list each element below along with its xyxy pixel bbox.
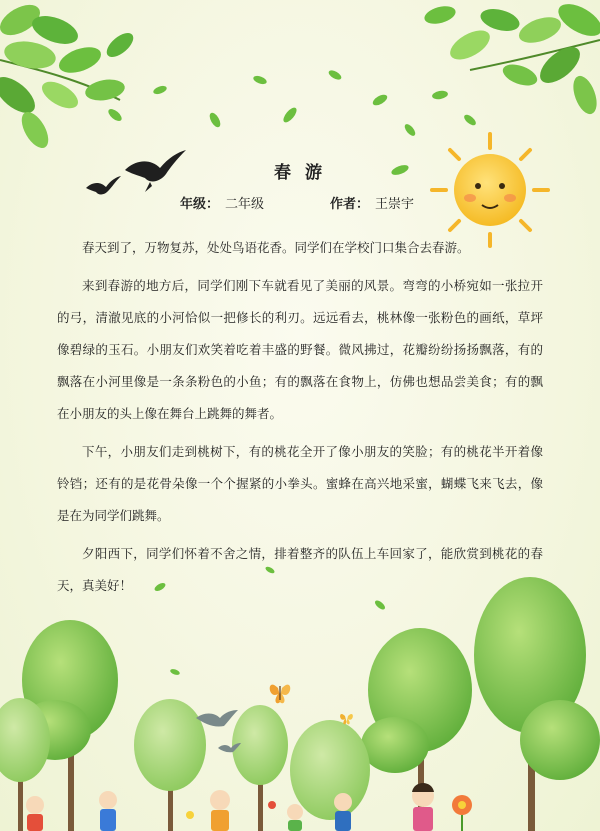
essay-body (57, 232, 543, 608)
leaf-branch-icon (0, 0, 137, 152)
author-info (330, 193, 414, 212)
butterfly-icon (270, 685, 291, 704)
tree-icon (232, 705, 288, 831)
leaf-branch-icon (422, 0, 600, 117)
essay-title: 春 游 (274, 163, 326, 183)
grade-info (180, 193, 264, 212)
author-value: 王崇宇 (375, 197, 415, 212)
tree-icon (0, 698, 50, 831)
children-icon (26, 783, 434, 831)
grade-label: 年级： (180, 197, 220, 212)
sun-icon (432, 134, 548, 246)
paragraph: 夕阳西下，同学们怀着不舍之情，排着整齐的队伍上车回家了，能欣赏到桃花的春天，真美好！ (57, 546, 543, 593)
tree-icon (134, 699, 206, 831)
grade-value: 二年级 (225, 197, 265, 212)
tree-icon (474, 577, 600, 831)
tree-icon (290, 720, 370, 820)
author-label: 作者： (330, 197, 370, 212)
paragraph: 来到春游的地方后，同学们刚下车就看见了美丽的风景。弯弯的小桥宛如一张拉开的弓，清澈见底的小河恰似一把修长的利刃。远远看去，桃林像一张粉色的画纸，草坪像碧绿的玉石。小朋友们欢笑着吃着丰盛的野餐。微风拂过，花瓣纷纷扬扬飘落，有的飘落在小河里像是一条条粉色的小鱼；有的飘落在食物上，仿佛也想品尝美食；有的飘在小朋友的头上像在舞台上跳舞的舞者。 (57, 278, 543, 421)
paragraph: 春天到了，万物复苏，处处鸟语花香。同学们在学校门口集合去春游。 (82, 240, 470, 255)
paragraph: 下午，小朋友们走到桃树下，有的桃花全开了像小朋友的笑脸；有的桃花半开着像铃铛；还有的是花骨朵像一个个握紧的小拳头。蜜蜂在高兴地采蜜，蝴蝶飞来飞去，像是在为同学们跳舞。 (57, 444, 543, 523)
